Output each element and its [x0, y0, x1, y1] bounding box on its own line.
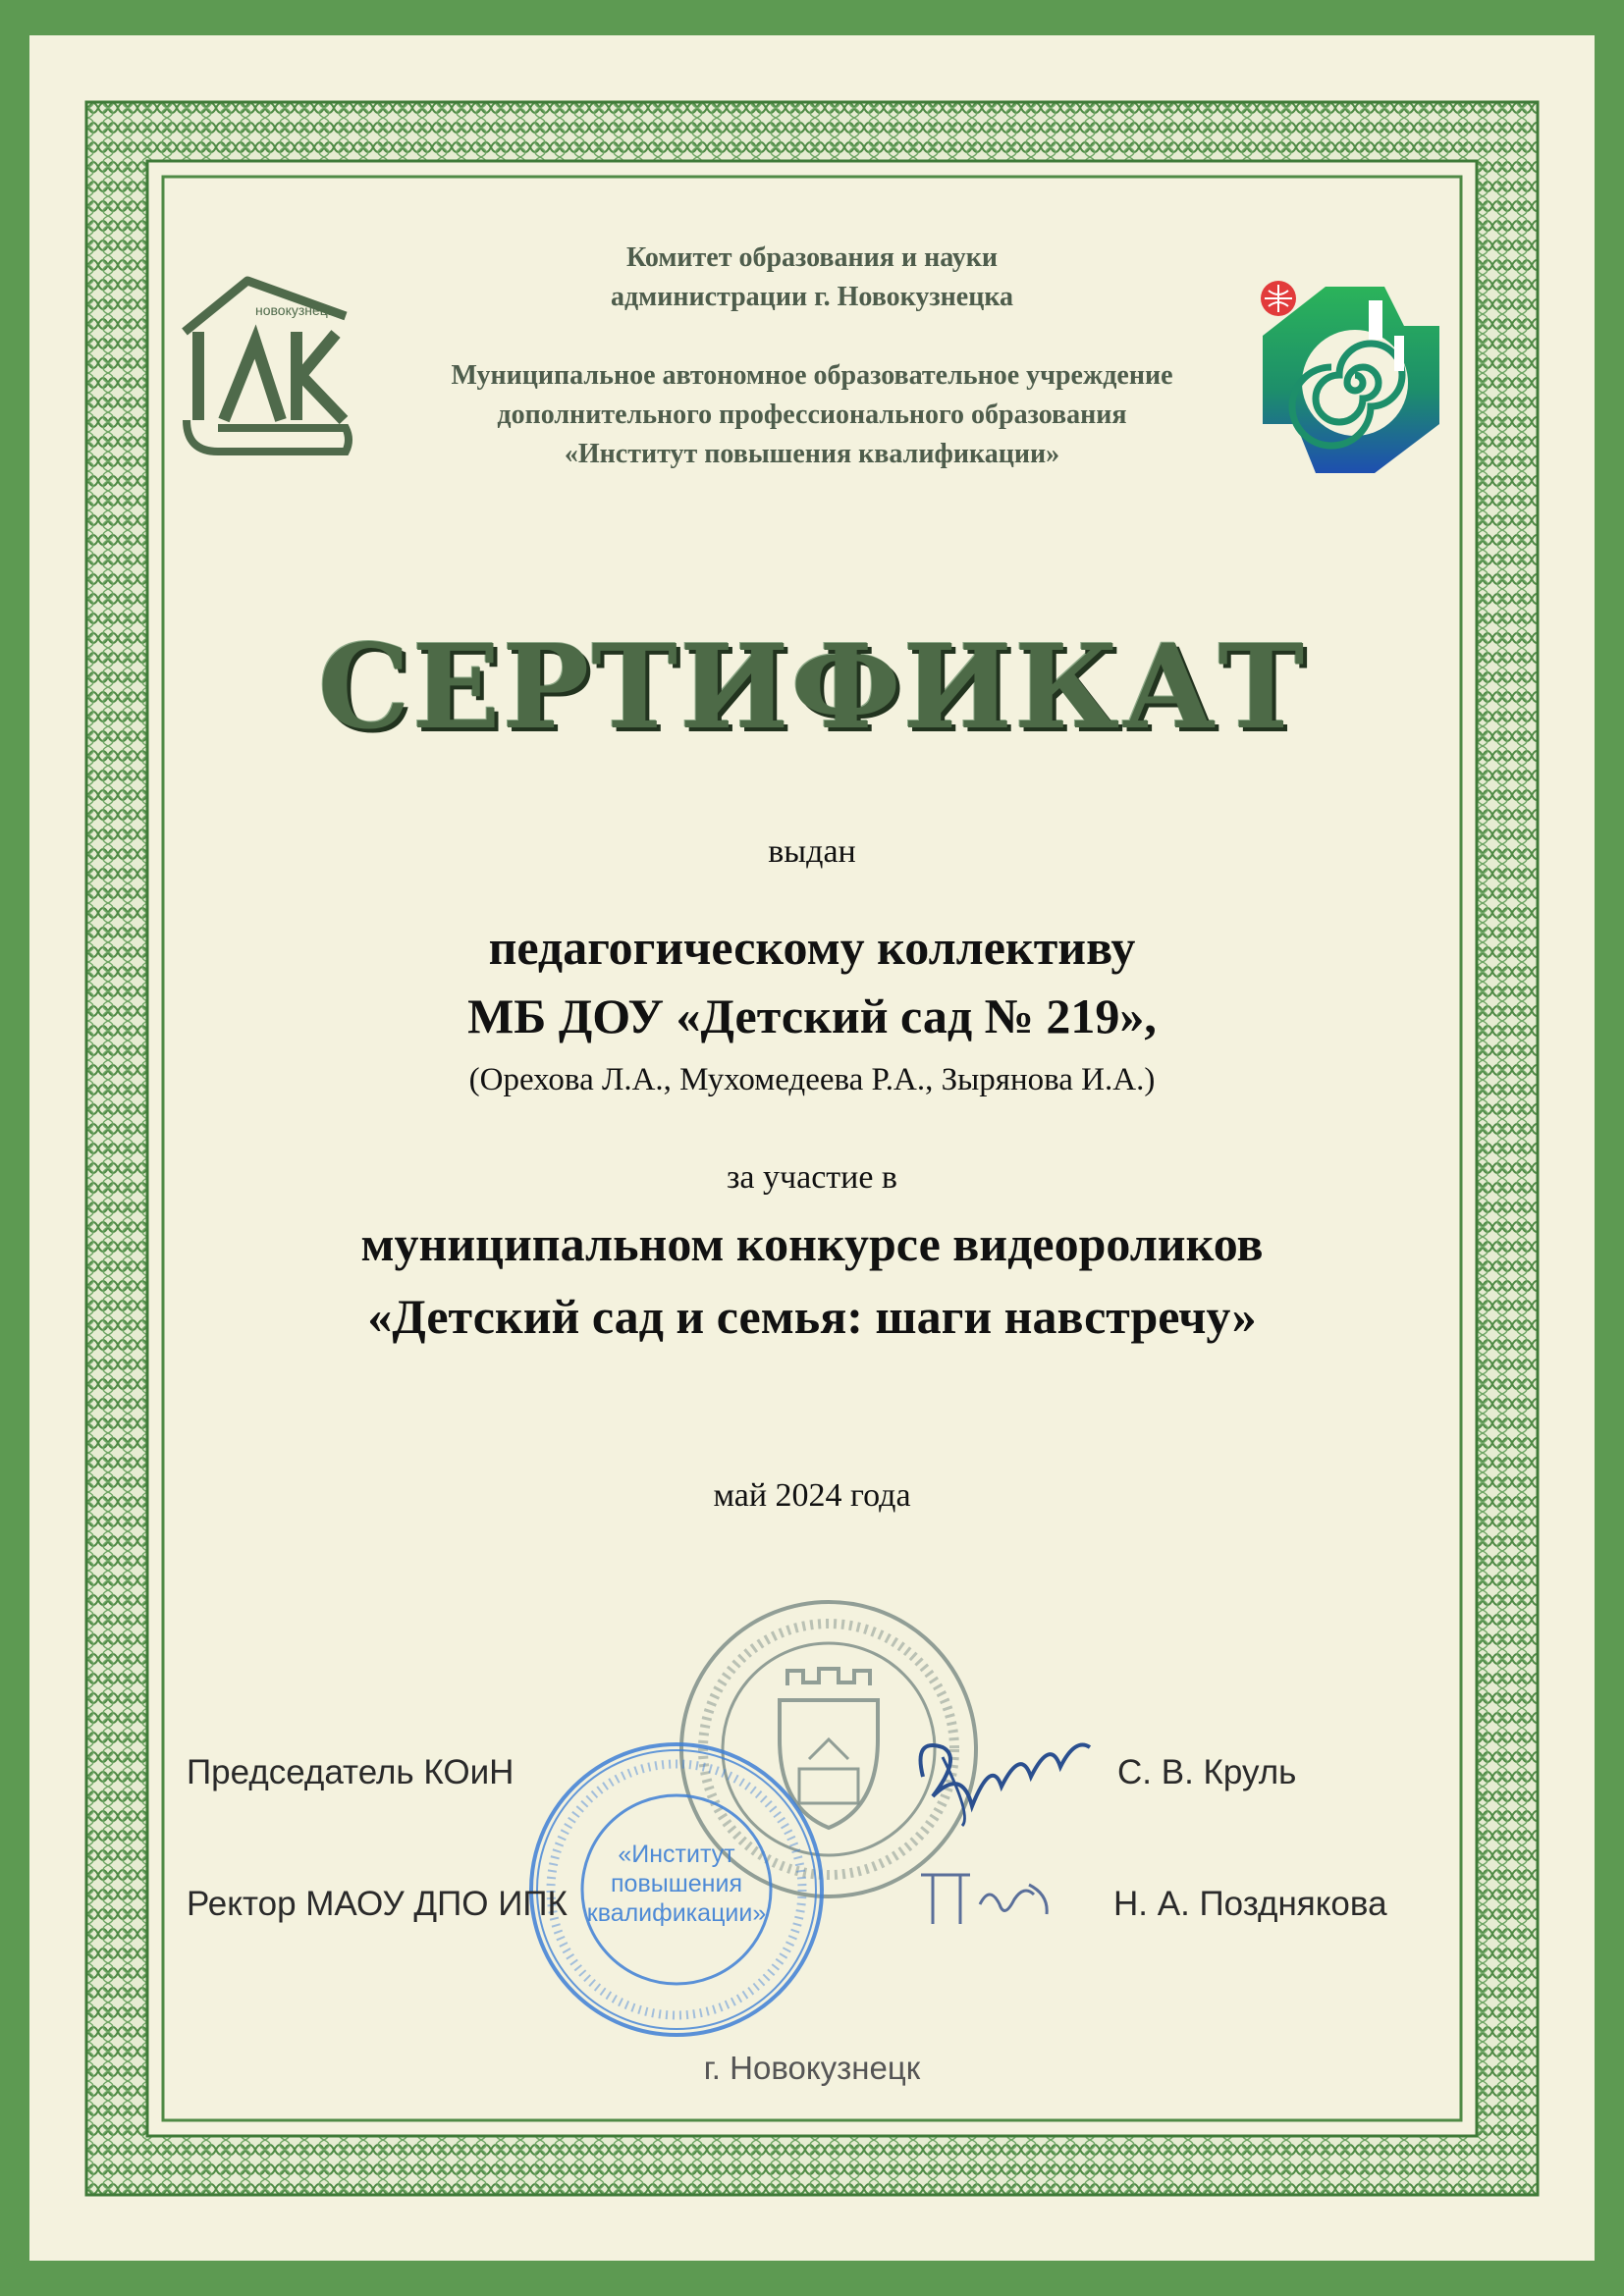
chair-title: Председатель КОиН	[187, 1753, 514, 1791]
chair-name: С. В. Круль	[1117, 1753, 1297, 1791]
certificate-title: СЕРТИФИКАТ	[317, 618, 1307, 755]
recipient-line-2: МБ ДОУ «Детский сад № 219»,	[467, 988, 1157, 1043]
institution-line-1: Муниципальное автономное образовательное учреждение	[451, 360, 1173, 391]
issued-text: выдан	[768, 833, 856, 870]
ipk-logo-caption: новокузнецк	[255, 302, 334, 318]
event-line-2: «Детский сад и семья: шаги навстречу»	[367, 1289, 1257, 1344]
rector-signature-icon	[911, 1855, 1058, 1944]
stamp-text-3: квалификации»	[586, 1899, 767, 1927]
members-text: (Орехова Л.А., Мухомедеева Р.А., Зырянова И.А.)	[468, 1062, 1156, 1097]
rector-name: Н. А. Позднякова	[1113, 1885, 1387, 1923]
institution-line-3: «Институт повышения квалификации»	[564, 439, 1060, 469]
committee-line-1: Комитет образования и науки	[625, 242, 999, 273]
footer-city: г. Новокузнецк	[703, 2050, 921, 2086]
for-text: за участие в	[726, 1159, 897, 1196]
rector-title: Ректор МАОУ ДПО ИПК	[187, 1885, 568, 1923]
institution-line-2: дополнительного профессионального образования	[497, 400, 1127, 430]
chair-signature-icon	[903, 1718, 1100, 1836]
date-text: май 2024 года	[713, 1477, 911, 1514]
recipient-line-1: педагогическому коллективу	[488, 920, 1136, 975]
stamp-text-1: «Институт	[618, 1841, 735, 1868]
blue-stamp-icon	[524, 1737, 829, 2042]
stamp-text-2: повышения	[611, 1870, 742, 1897]
committee-line-2: администрации г. Новокузнецка	[610, 282, 1014, 312]
event-line-1: муниципальном конкурсе видеороликов	[360, 1216, 1264, 1271]
